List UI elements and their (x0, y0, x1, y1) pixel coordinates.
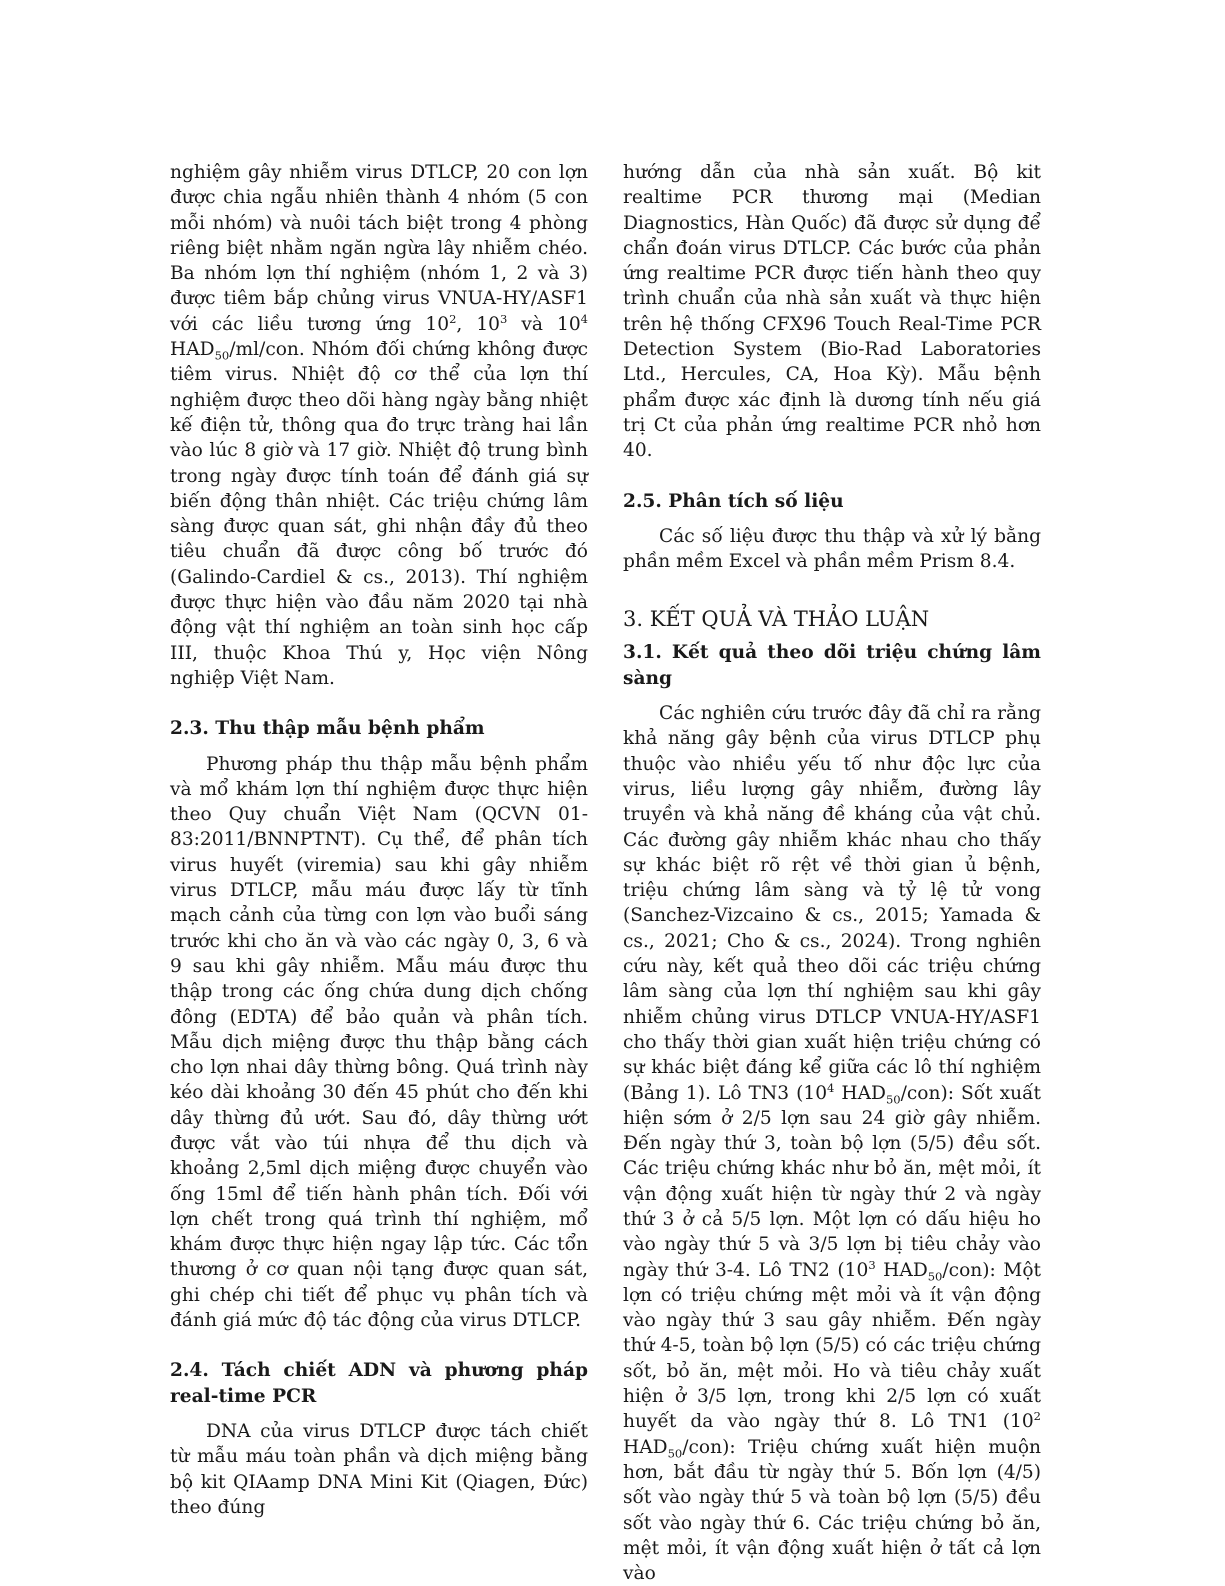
paragraph-text: Các nghiên cứu trước đây đã chỉ ra rằng khả năng gây bệnh của virus DTLCP phụ thuộc vào nhiều yếu tố như độc lực của virus, liều lượng gây nhiễm, đường lây truyền và khả năng đề kháng của vật chủ. Các đường gây nhiễm khác nhau cho thấy sự khác biệt rõ rệt về thời gian ủ bệnh, triệu chứng lâm sàng và tỷ lệ tử vong (Sanchez-Vizcaino & cs., 2015; Yamada & cs., 2021; Cho & cs., 2024). Trong nghiên cứu này, kết quả theo dõi các triệu chứng lâm sàng của lợn thí nghiệm sau khi gây nhiễm chủng virus DTLCP VNUA-HY/ASF1 cho thấy thời gian xuất hiện triệu chứng có sự khác biệt đáng kể giữa các lô thí nghiệm (Bảng 1). Lô TN3 (10 (623, 703, 1041, 1104)
paragraph-text: nghiệm gây nhiễm virus DTLCP, 20 con lợn được chia ngẫu nhiên thành 4 nhóm (5 con mỗi nhóm) và nuôi tách biệt trong 4 phòng riêng biệt nhằm ngăn ngừa lây nhiễm chéo. Ba nhóm lợn thí nghiệm (nhóm 1, 2 và 3) được tiêm bắp chủng virus VNUA-HY/ASF1 với các liều tương ứng 10 (170, 162, 588, 335)
superscript: 3 (500, 311, 508, 326)
subscript: 50 (885, 1092, 901, 1107)
paragraph-text: /con): Sốt xuất hiện sớm ở 2/5 lợn sau 24 giờ gây nhiễm. Đến ngày thứ 3, toàn bộ lợn (5/5) đều sốt. Các triệu chứng khác như bỏ ăn, mệt mỏi, ít vận động xuất hiện từ ngày thứ 2 và ngày thứ 3 ở cả 5/5 lợn. Một lợn có dấu hiệu ho vào ngày thứ 5 và 3/5 lợn bị tiêu chảy vào ngày thứ 3-4. Lô TN2 (10 (623, 1082, 1041, 1281)
subscript: 50 (667, 1446, 683, 1461)
paragraph-clinical-symptoms (623, 701, 1041, 1586)
paragraph-experiment-design (170, 160, 588, 691)
paragraph-text: , 10 (456, 313, 501, 335)
heading-2-5: 2.5. Phân tích số liệu (623, 490, 844, 512)
paragraph-data-analysis: Các số liệu được thu thập và xử lý bằng phần mềm Excel và phần mềm Prism 8.4. (623, 525, 1041, 573)
superscript: 4 (827, 1080, 835, 1095)
heading-2-4: 2.4. Tách chiết ADN và phương pháp real-time PCR (170, 1360, 588, 1407)
paragraph-text: và 10 (507, 313, 581, 335)
paragraph-text: HAD (170, 339, 215, 361)
paragraph-text: HAD (834, 1082, 886, 1104)
superscript: 2 (1033, 1409, 1041, 1424)
right-column (623, 160, 1041, 1586)
paragraph-text: /ml/con. Nhóm đối chứng không được tiêm virus. Nhiệt độ cơ thể của lợn thí nghiệm được theo dõi hàng ngày bằng nhiệt kế điện tử, thông qua đo trực tràng hai lần vào lúc 8 giờ và 17 giờ. Nhiệt độ trung bình trong ngày được tính toán để đánh giá sự biến động thân nhiệt. Các triệu chứng lâm sàng được quan sát, ghi nhận đầy đủ theo tiêu chuẩn đã được công bố trước đó (Galindo-Cardiel & cs., 2013). Thí nghiệm được thực hiện vào đầu năm 2020 tại nhà động vật thí nghiệm an toàn sinh học cấp III, thuộc Khoa Thú y, Học viện Nông nghiệp Việt Nam. (170, 339, 588, 689)
heading-2-3: 2.3. Thu thập mẫu bệnh phẩm (170, 718, 485, 740)
subscript: 50 (214, 348, 230, 363)
paragraph-text: /con): Triệu chứng xuất hiện muộn hơn, bắt đầu từ ngày thứ 5. Bốn lợn (4/5) sốt vào ngày thứ 5 và toàn bộ lợn (5/5) đều sốt vào ngày thứ 6. Các triệu chứng bỏ ăn, mệt mỏi, ít vận động xuất hiện ở tất cả lợn vào (623, 1436, 1041, 1585)
paragraph-sample-collection: Phương pháp thu thập mẫu bệnh phẩm và mổ khám lợn thí nghiệm được thực hiện theo Quy chuẩn Việt Nam (QCVN 01-83:2011/BNNPTNT). Cụ thể, để phân tích virus huyết (viremia) sau khi gây nhiễm virus DTLCP, mẫu máu được lấy từ tĩnh mạch cảnh của từng con lợn vào buổi sáng trước khi cho ăn và vào các ngày 0, 3, 6 và 9 sau khi gây nhiễm. Mẫu máu được thu thập trong các ống chứa dung dịch chống đông (EDTA) để bảo quản và phân tích. Mẫu dịch miệng được thu thập bằng cách cho lợn nhai dây thừng bông. Quá trình này kéo dài khoảng 30 đến 45 phút cho đến khi dây thừng đủ ướt. Sau đó, dây thừng ướt được vắt vào túi nhựa để thu dịch và khoảng 2,5ml dịch miệng được chuyển vào ống 15ml để tiến hành phân tích. Đối với lợn chết trong quá trình thí nghiệm, mổ khám được thực hiện ngay lập tức. Các tổn thương ở cơ quan nội tạng được quan sát, ghi chép chi tiết để phục vụ phân tích và đánh giá mức độ tác động của virus DTLCP. (170, 753, 588, 1332)
left-column (170, 160, 588, 1520)
heading-3-1: 3.1. Kết quả theo dõi triệu chứng lâm sàng (623, 642, 1041, 689)
paragraph-realtime-pcr: hướng dẫn của nhà sản xuất. Bộ kit realtime PCR thương mại (Median Diagnostics, Hàn Quốc) đã được sử dụng để chẩn đoán virus DTLCP. Các bước của phản ứng realtime PCR được tiến hành theo quy trình chuẩn của nhà sản xuất và thực hiện trên hệ thống CFX96 Touch Real-Time PCR Detection System (Bio-Rad Laboratories Ltd., Hercules, CA, Hoa Kỳ). Mẫu bệnh phẩm được xác định là dương tính nếu giá trị Ct của phản ứng realtime PCR nhỏ hơn 40. (623, 162, 1041, 462)
paragraph-text: /con): Một lợn có triệu chứng mệt mỏi và ít vận động vào ngày thứ 3 sau gây nhiễm. Đến ngày thứ 4-5, toàn bộ lợn (5/5) có các triệu chứng sốt, bỏ ăn, mệt mỏi. Ho và tiêu chảy xuất hiện ở 3/5 lợn, trong khi 2/5 lợn có xuất huyết da vào ngày thứ 8. Lô TN1 (10 (623, 1259, 1041, 1433)
superscript: 4 (580, 311, 588, 326)
superscript: 3 (868, 1257, 876, 1272)
paragraph-text: HAD (623, 1436, 668, 1458)
paragraph-dna-extraction: DNA của virus DTLCP được tách chiết từ mẫu máu toàn phần và dịch miệng bằng bộ kit QIAamp DNA Mini Kit (Qiagen, Đức) theo đúng (170, 1420, 588, 1518)
heading-3: 3. KẾT QUẢ VÀ THẢO LUẬN (623, 607, 930, 632)
paragraph-text: HAD (875, 1259, 928, 1281)
superscript: 2 (449, 311, 457, 326)
subscript: 50 (927, 1269, 943, 1284)
